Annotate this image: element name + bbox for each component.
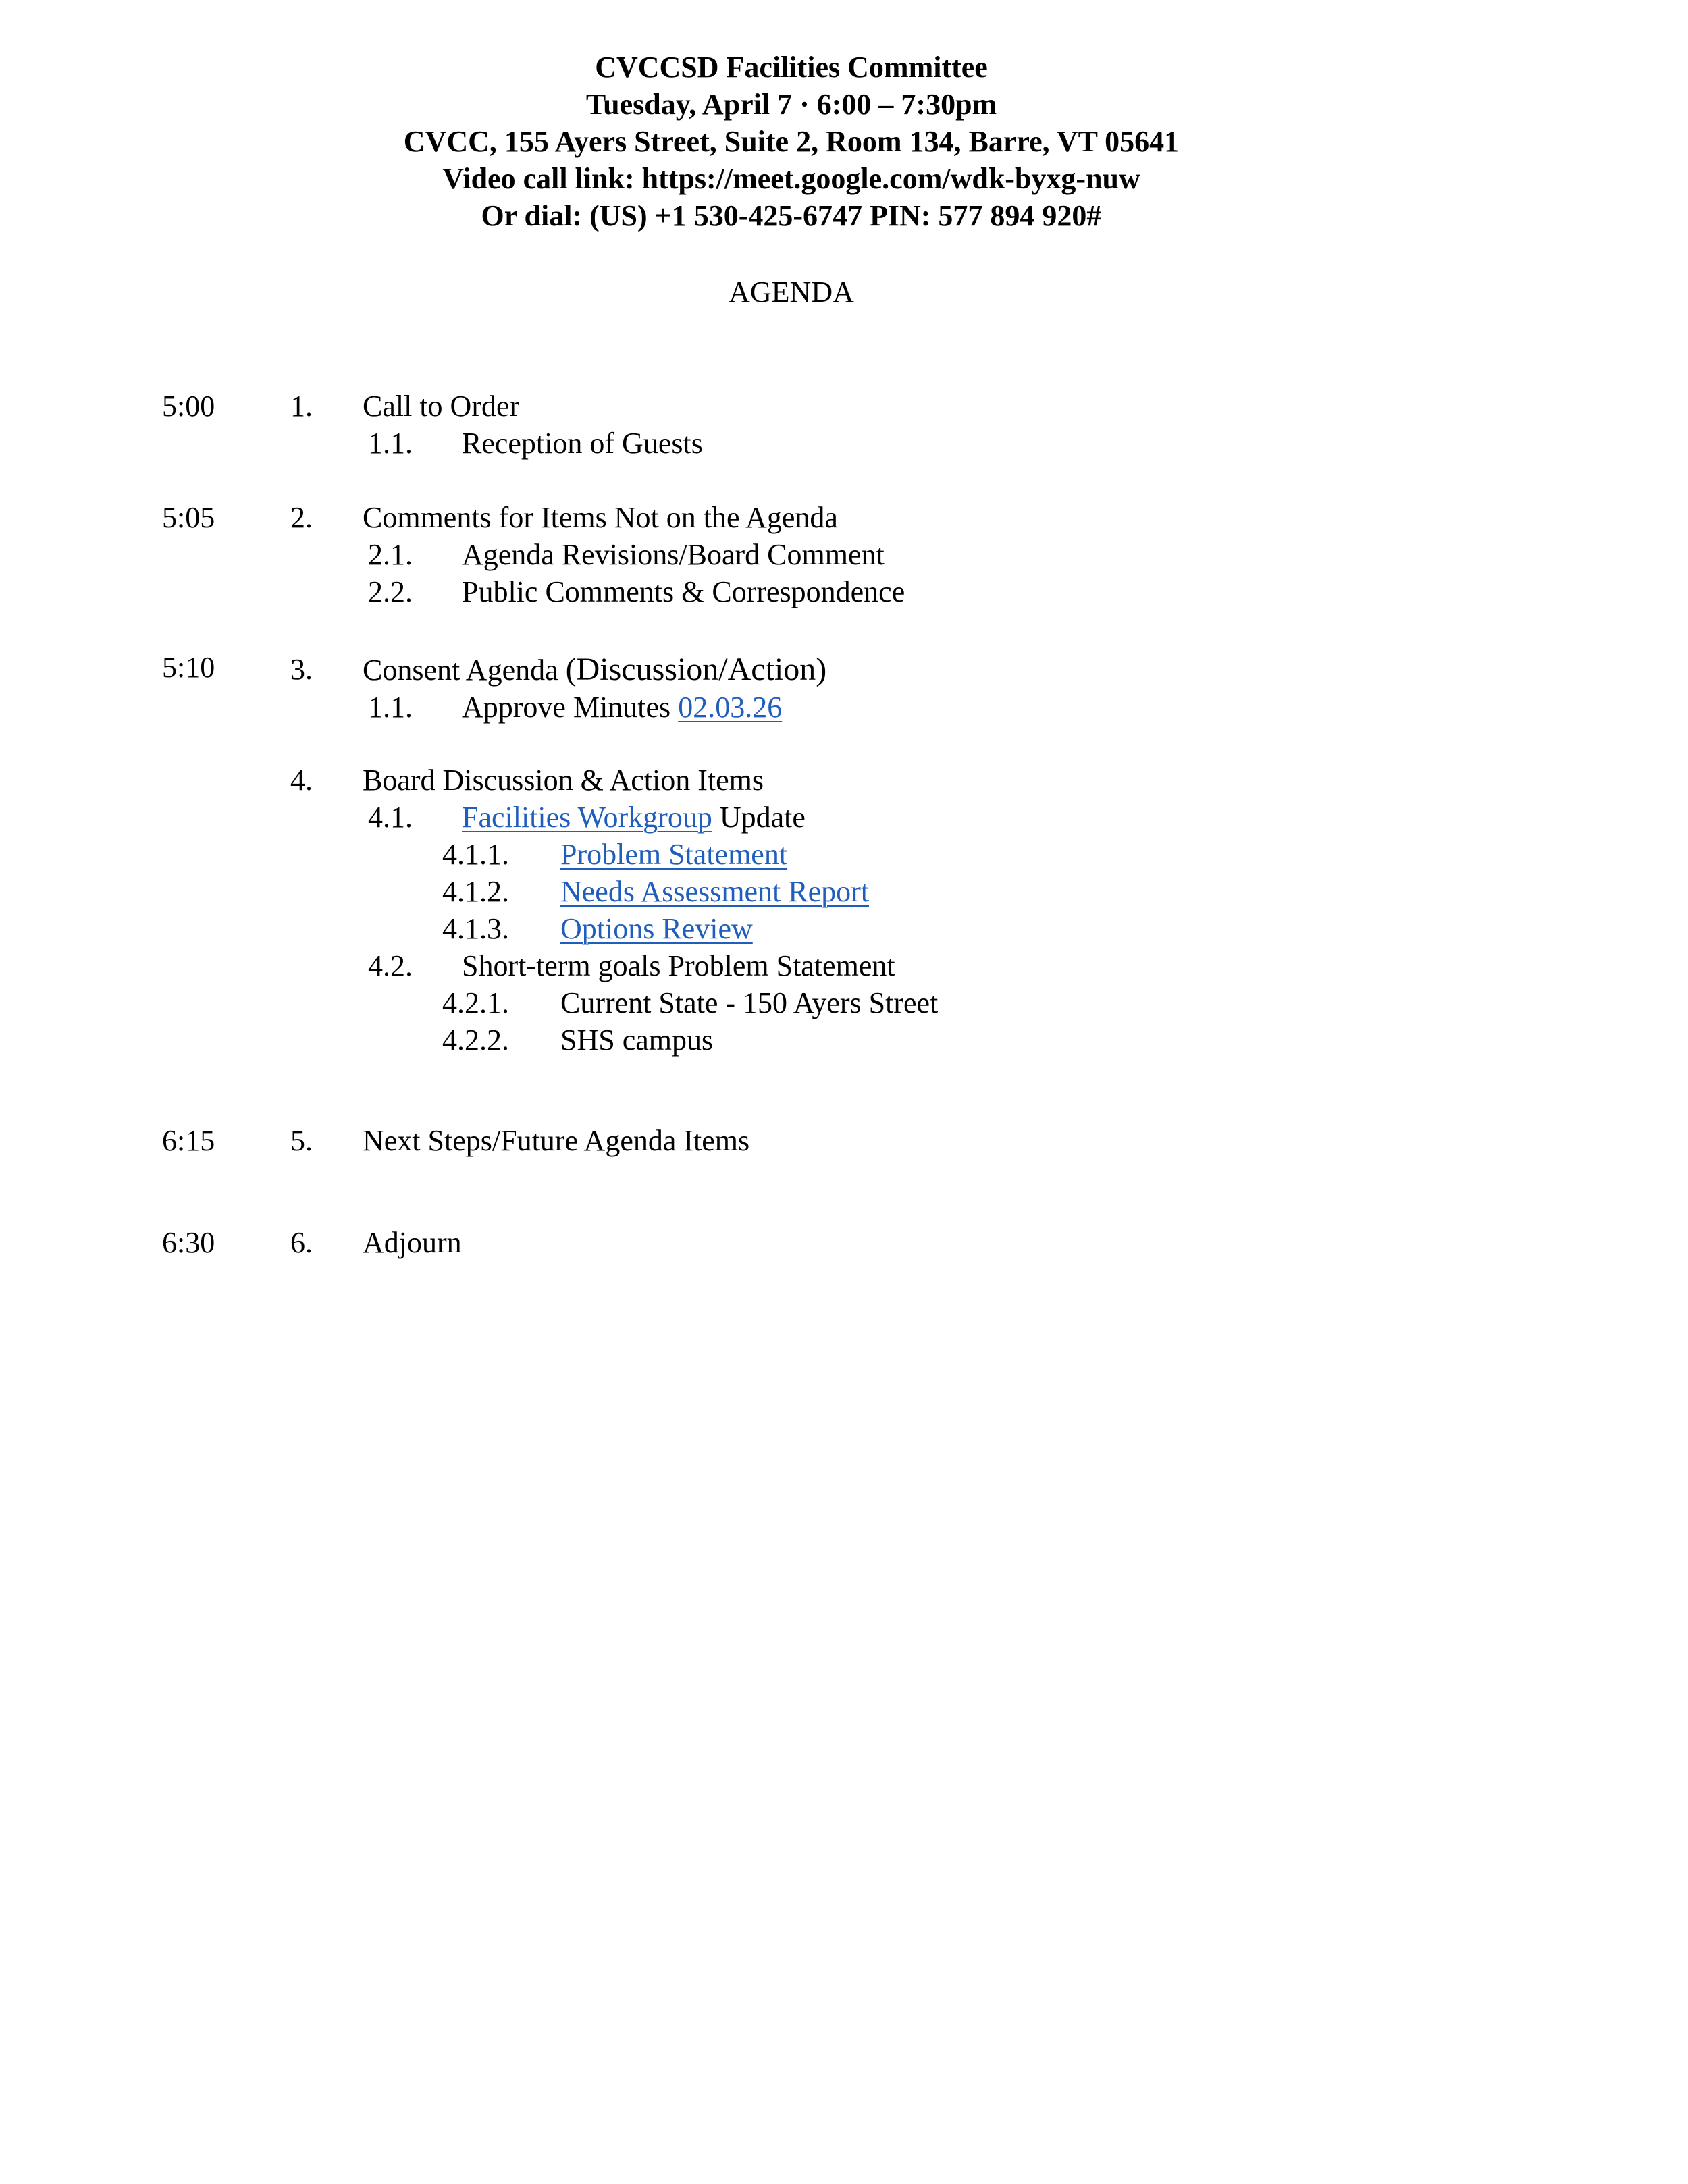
item-label: Next Steps/Future Agenda Items	[363, 1124, 750, 1157]
item-time: 5:10	[162, 651, 215, 684]
needs-assessment-link[interactable]	[560, 873, 869, 910]
item-number: 3.	[290, 653, 313, 686]
item-label: Comments for Items Not on the Agenda	[363, 501, 838, 534]
meeting-datetime: Tuesday, April 7 · 6:00 – 7:30pm	[585, 88, 997, 121]
minutes-link[interactable]: 02.03.26	[678, 691, 783, 724]
meeting-header	[0, 49, 1583, 234]
item-time: 5:05	[162, 501, 215, 534]
item-number: 2.	[290, 501, 313, 534]
facilities-workgroup-link[interactable]: Facilities Workgroup	[462, 801, 712, 834]
subsubitem-number: 4.1.3.	[442, 912, 509, 945]
subsubitem-number: 4.2.1.	[442, 986, 509, 1019]
item-number: 5.	[290, 1124, 313, 1157]
subitem-label: Agenda Revisions/Board Comment	[462, 538, 885, 571]
item-time: 5:00	[162, 390, 215, 423]
subitem-label: Short-term goals Problem Statement	[462, 949, 895, 982]
subsubitem-link[interactable]: Options Review	[560, 912, 753, 945]
item-label-suffix: (Discussion/Action)	[565, 651, 827, 687]
subitem-label-text: Approve Minutes	[462, 691, 679, 724]
item-time: 6:15	[162, 1124, 215, 1157]
subitem-label	[462, 689, 782, 726]
subitem-number: 2.2.	[368, 575, 413, 608]
subitem-label: Public Comments & Correspondence	[462, 575, 905, 608]
subsubitem-link[interactable]: Needs Assessment Report	[560, 875, 870, 908]
options-review-link[interactable]	[560, 910, 753, 947]
problem-statement-link[interactable]	[560, 836, 787, 873]
item-label	[363, 651, 826, 689]
item-number: 1.	[290, 390, 313, 423]
subsubitem-number: 4.1.2.	[442, 875, 509, 908]
subitem-number: 1.1.	[368, 691, 413, 724]
video-call-link[interactable]: Video call link: https://meet.google.com/wdk-byxg-nuw	[442, 162, 1140, 195]
subitem-number: 2.1.	[368, 538, 413, 571]
meeting-location: CVCC, 155 Ayers Street, Suite 2, Room 134, Barre, VT 05641	[403, 125, 1180, 158]
subitem-number: 4.1.	[368, 801, 413, 834]
item-number: 6.	[290, 1226, 313, 1259]
subitem-number: 1.1.	[368, 427, 413, 460]
item-number: 4.	[290, 764, 313, 797]
item-time: 6:30	[162, 1226, 215, 1259]
committee-title: CVCCSD Facilities Committee	[595, 51, 988, 84]
subsubitem-number: 4.2.2.	[442, 1023, 509, 1057]
item-label: Adjourn	[363, 1226, 462, 1259]
subsubitem-label: Current State - 150 Ayers Street	[560, 986, 939, 1019]
subsubitem-label: SHS campus	[560, 1023, 714, 1057]
subitem-number: 4.2.	[368, 949, 413, 982]
subitem-label-text: Update	[712, 801, 806, 834]
subsubitem-number: 4.1.1.	[442, 838, 509, 871]
subitem-label	[462, 799, 806, 836]
item-label: Board Discussion & Action Items	[363, 764, 764, 797]
agenda-heading: AGENDA	[729, 275, 854, 309]
dial-in-info: Or dial: (US) +1 530-425-6747 PIN: 577 894 920#	[481, 199, 1102, 232]
item-label: Call to Order	[363, 390, 520, 423]
item-label-text: Consent Agenda	[363, 654, 566, 687]
subsubitem-link[interactable]: Problem Statement	[560, 838, 788, 871]
subitem-label: Reception of Guests	[462, 427, 703, 460]
